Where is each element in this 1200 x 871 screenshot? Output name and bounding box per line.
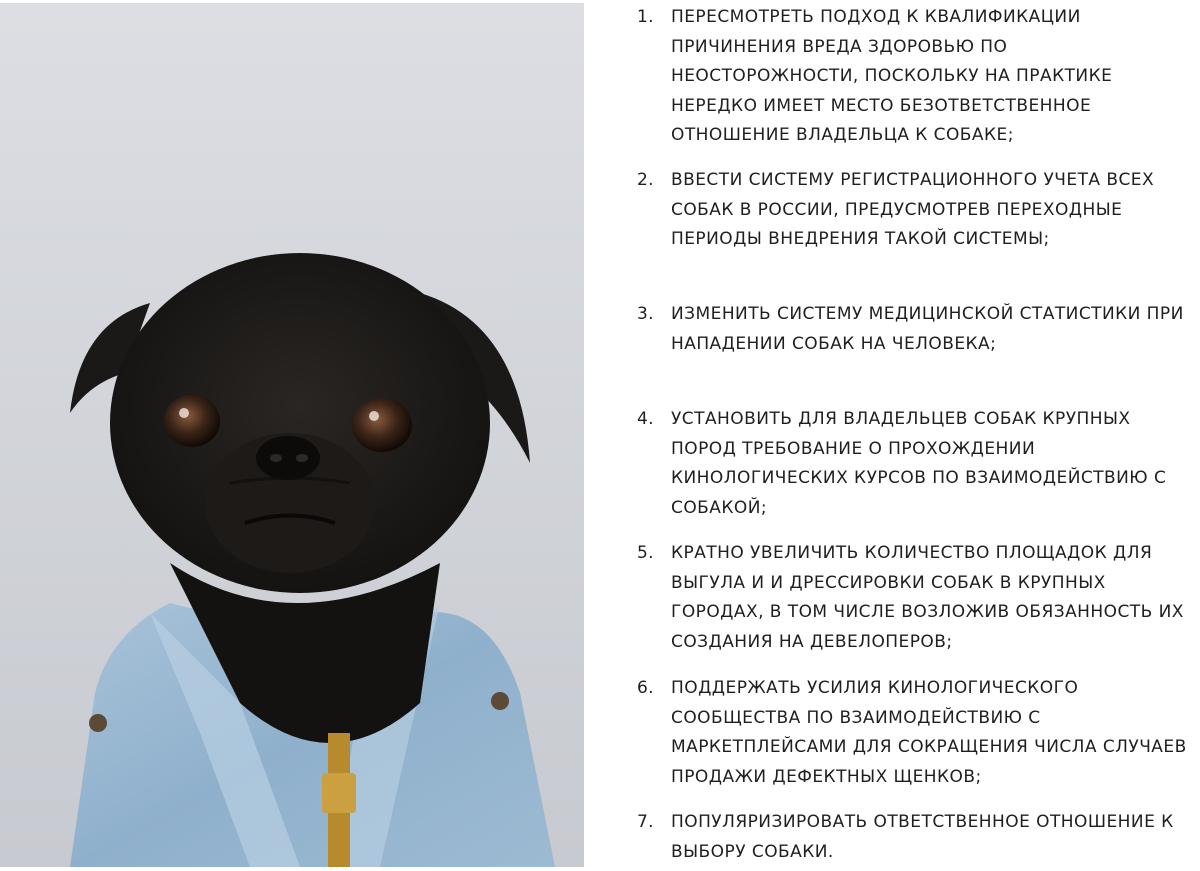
item-number: 4.: [637, 409, 654, 429]
item-number: 1.: [637, 7, 654, 27]
item-number: 2.: [637, 170, 654, 190]
list-item: [628, 166, 1188, 255]
item-text: УСТАНОВИТЬ ДЛЯ ВЛАДЕЛЬЦЕВ СОБАК КРУПНЫХ ПОРОД ТРЕБОВАНИЕ О ПРОХОЖДЕНИИ КИНОЛОГИЧЕСКИХ КУРСОВ ПО ВЗАИМОДЕЙСТВИЮ С СОБАКОЙ;: [671, 409, 1167, 518]
item-text: ВВЕСТИ СИСТЕМУ РЕГИСТРАЦИОННОГО УЧЕТА ВСЕХ СОБАК В РОССИИ, ПРЕДУСМОТРЕВ ПЕРЕХОДНЫЕ ПЕРИОДЫ ВНЕДРЕНИЯ ТАКОЙ СИСТЕМЫ;: [671, 170, 1155, 249]
list-item: [628, 300, 1188, 359]
item-text: ПОДДЕРЖАТЬ УСИЛИЯ КИНОЛОГИЧЕСКОГО СООБЩЕСТВА ПО ВЗАИМОДЕЙСТВИЮ С МАРКЕТПЛЕЙСАМИ ДЛЯ СОКРАЩЕНИЯ ЧИСЛА СЛУЧАЕВ ПРОДАЖИ ДЕФЕКТНЫХ ЩЕНКОВ;: [671, 678, 1187, 787]
pug-photo: [0, 3, 584, 867]
list-item: [628, 539, 1188, 657]
item-number: 6.: [637, 678, 654, 698]
item-number: 7.: [637, 812, 654, 832]
item-text: ИЗМЕНИТЬ СИСТЕМУ МЕДИЦИНСКОЙ СТАТИСТИКИ ПРИ НАПАДЕНИИ СОБАК НА ЧЕЛОВЕКА;: [671, 304, 1184, 354]
list-item: [628, 808, 1188, 867]
pug-illustration: [0, 3, 584, 867]
item-text: ПЕРЕСМОТРЕТЬ ПОДХОД К КВАЛИФИКАЦИИ ПРИЧИНЕНИЯ ВРЕДА ЗДОРОВЬЮ ПО НЕОСТОРОЖНОСТИ, ПОСКОЛЬКУ НА ПРАКТИКЕ НЕРЕДКО ИМЕЕТ МЕСТО БЕЗОТВЕТСТВЕННОЕ ОТНОШЕНИЕ ВЛАДЕЛЬЦА К СОБАКЕ;: [671, 7, 1113, 145]
item-number: 3.: [637, 304, 654, 324]
list-item: [628, 405, 1188, 523]
list-item: [628, 674, 1188, 792]
item-text: КРАТНО УВЕЛИЧИТЬ КОЛИЧЕСТВО ПЛОЩАДОК ДЛЯ ВЫГУЛА И И ДРЕССИРОВКИ СОБАК В КРУПНЫХ ГОРОДАХ, В ТОМ ЧИСЛЕ ВОЗЛОЖИВ ОБЯЗАННОСТЬ ИХ СОЗДАНИЯ НА ДЕВЕЛОПЕРОВ;: [671, 543, 1184, 652]
item-text: ПОПУЛЯРИЗИРОВАТЬ ОТВЕТСТВЕННОЕ ОТНОШЕНИЕ К ВЫБОРУ СОБАКИ.: [671, 812, 1174, 862]
list-item: [628, 3, 1188, 151]
item-number: 5.: [637, 543, 654, 563]
